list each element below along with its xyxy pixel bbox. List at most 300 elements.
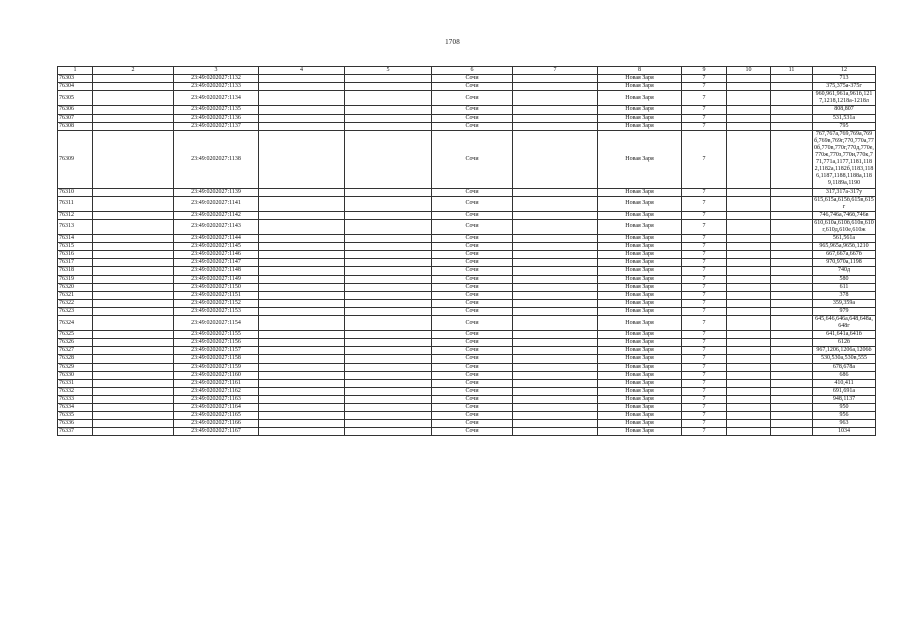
row-id: 76330 bbox=[58, 371, 93, 379]
cell-empty bbox=[259, 275, 345, 283]
row-id: 76319 bbox=[58, 275, 93, 283]
cadastral-number: 23:49:0202027:1144 bbox=[174, 235, 259, 243]
cell-empty bbox=[259, 235, 345, 243]
cell-empty bbox=[771, 219, 813, 234]
cell-empty bbox=[771, 106, 813, 114]
cell-empty bbox=[727, 412, 771, 420]
code-value: 7 bbox=[682, 235, 727, 243]
settlement-name: Новая Заря bbox=[598, 235, 682, 243]
code-value: 7 bbox=[682, 106, 727, 114]
table-row bbox=[58, 106, 876, 114]
cell-empty bbox=[771, 114, 813, 122]
code-value: 7 bbox=[682, 267, 727, 275]
row-id: 76328 bbox=[58, 355, 93, 363]
city-name: Сочи bbox=[432, 347, 513, 355]
cell-empty bbox=[771, 331, 813, 339]
table-row bbox=[58, 219, 876, 234]
cell-empty bbox=[259, 219, 345, 234]
cell-empty bbox=[93, 347, 174, 355]
settlement-name: Новая Заря bbox=[598, 420, 682, 428]
city-name: Сочи bbox=[432, 235, 513, 243]
settlement-name: Новая Заря bbox=[598, 130, 682, 188]
cell-empty bbox=[771, 235, 813, 243]
cell-empty bbox=[727, 355, 771, 363]
code-value: 7 bbox=[682, 371, 727, 379]
lot-numbers: 612б bbox=[813, 339, 876, 347]
cell-empty bbox=[771, 251, 813, 259]
city-name: Сочи bbox=[432, 114, 513, 122]
row-id: 76315 bbox=[58, 243, 93, 251]
settlement-name: Новая Заря bbox=[598, 387, 682, 395]
cell-empty bbox=[93, 412, 174, 420]
lot-numbers: 767,767а,769,769а,769б,769в,769г,770,770а,770б,770в,770г,770д,770е,770ж,770з,770и,770к,771,771а,1177,1181,1182,1182а,1182б,1183,1186,1187,1188,1188а,1189,1189а,1190 bbox=[814, 130, 874, 187]
city-name: Сочи bbox=[432, 363, 513, 371]
cadastral-number: 23:49:0202027:1137 bbox=[174, 122, 259, 130]
cell-empty bbox=[93, 196, 174, 211]
table-row bbox=[58, 122, 876, 130]
city-name: Сочи bbox=[432, 307, 513, 315]
settlement-name: Новая Заря bbox=[598, 371, 682, 379]
registry-table bbox=[57, 66, 876, 436]
cell-empty bbox=[513, 267, 598, 275]
code-value: 7 bbox=[682, 83, 727, 91]
cadastral-number: 23:49:0202027:1154 bbox=[174, 316, 259, 331]
settlement-name: Новая Заря bbox=[598, 339, 682, 347]
column-header-6: 6 bbox=[432, 67, 513, 75]
cell-empty bbox=[771, 428, 813, 436]
column-header-3: 3 bbox=[174, 67, 259, 75]
lot-numbers: 410,411 bbox=[813, 379, 876, 387]
cell-empty bbox=[727, 339, 771, 347]
lot-numbers: 686 bbox=[813, 371, 876, 379]
cell-empty bbox=[259, 130, 345, 188]
cell-empty bbox=[513, 339, 598, 347]
row-id: 76325 bbox=[58, 331, 93, 339]
lot-numbers: 948,1137 bbox=[813, 395, 876, 403]
table-row bbox=[58, 196, 876, 211]
cell-empty bbox=[727, 219, 771, 234]
cell-empty bbox=[93, 188, 174, 196]
settlement-name: Новая Заря bbox=[598, 331, 682, 339]
cadastral-number: 23:49:0202027:1139 bbox=[174, 188, 259, 196]
cell-empty bbox=[93, 83, 174, 91]
cell-empty bbox=[727, 275, 771, 283]
cell-empty bbox=[345, 106, 432, 114]
city-name: Сочи bbox=[432, 371, 513, 379]
row-id: 76310 bbox=[58, 188, 93, 196]
table-row bbox=[58, 283, 876, 291]
city-name: Сочи bbox=[432, 122, 513, 130]
column-header-4: 4 bbox=[259, 67, 345, 75]
cadastral-number: 23:49:0202027:1136 bbox=[174, 114, 259, 122]
cadastral-number: 23:49:0202027:1145 bbox=[174, 243, 259, 251]
cadastral-number: 23:49:0202027:1163 bbox=[174, 395, 259, 403]
table-row bbox=[58, 275, 876, 283]
cell-empty bbox=[345, 339, 432, 347]
cell-empty bbox=[771, 283, 813, 291]
table-row bbox=[58, 114, 876, 122]
cell-empty bbox=[93, 355, 174, 363]
cadastral-number: 23:49:0202027:1159 bbox=[174, 363, 259, 371]
lot-numbers: 956 bbox=[813, 412, 876, 420]
code-value: 7 bbox=[682, 428, 727, 436]
cadastral-number: 23:49:0202027:1138 bbox=[174, 130, 259, 188]
table-row bbox=[58, 420, 876, 428]
cell-empty bbox=[727, 428, 771, 436]
settlement-name: Новая Заря bbox=[598, 219, 682, 234]
cell-empty bbox=[513, 428, 598, 436]
lot-numbers: 611 bbox=[813, 283, 876, 291]
settlement-name: Новая Заря bbox=[598, 404, 682, 412]
cell-empty bbox=[345, 316, 432, 331]
cell-empty bbox=[727, 188, 771, 196]
row-id: 76308 bbox=[58, 122, 93, 130]
code-value: 7 bbox=[682, 259, 727, 267]
cell-empty bbox=[93, 363, 174, 371]
lot-numbers: 746,746а,746б,746в bbox=[813, 211, 876, 219]
code-value: 7 bbox=[682, 291, 727, 299]
column-header-12: 12 bbox=[813, 67, 876, 75]
table-row bbox=[58, 412, 876, 420]
row-id: 76333 bbox=[58, 395, 93, 403]
lot-numbers: 1034 bbox=[813, 428, 876, 436]
city-name: Сочи bbox=[432, 267, 513, 275]
cadastral-number: 23:49:0202027:1132 bbox=[174, 75, 259, 83]
settlement-name: Новая Заря bbox=[598, 275, 682, 283]
city-name: Сочи bbox=[432, 259, 513, 267]
settlement-name: Новая Заря bbox=[598, 299, 682, 307]
cadastral-number: 23:49:0202027:1161 bbox=[174, 379, 259, 387]
city-name: Сочи bbox=[432, 379, 513, 387]
row-id: 76307 bbox=[58, 114, 93, 122]
settlement-name: Новая Заря bbox=[598, 347, 682, 355]
settlement-name: Новая Заря bbox=[598, 251, 682, 259]
cell-empty bbox=[93, 130, 174, 188]
table-row bbox=[58, 347, 876, 355]
code-value: 7 bbox=[682, 363, 727, 371]
cell-empty bbox=[513, 412, 598, 420]
row-id: 76303 bbox=[58, 75, 93, 83]
settlement-name: Новая Заря bbox=[598, 412, 682, 420]
code-value: 7 bbox=[682, 122, 727, 130]
cadastral-number: 23:49:0202027:1143 bbox=[174, 219, 259, 234]
cell-empty bbox=[513, 355, 598, 363]
cell-empty bbox=[513, 75, 598, 83]
cell-empty bbox=[771, 404, 813, 412]
cell-empty bbox=[93, 420, 174, 428]
settlement-name: Новая Заря bbox=[598, 291, 682, 299]
city-name: Сочи bbox=[432, 395, 513, 403]
row-id: 76312 bbox=[58, 211, 93, 219]
cell-empty bbox=[513, 316, 598, 331]
cell-empty bbox=[771, 275, 813, 283]
lot-numbers: 531,531а bbox=[813, 114, 876, 122]
cell-empty bbox=[727, 251, 771, 259]
row-id: 76331 bbox=[58, 379, 93, 387]
table-row bbox=[58, 363, 876, 371]
cell-empty bbox=[513, 235, 598, 243]
lot-numbers: 808,807 bbox=[813, 106, 876, 114]
cell-empty bbox=[345, 219, 432, 234]
table-row bbox=[58, 379, 876, 387]
cell-empty bbox=[513, 387, 598, 395]
code-value: 7 bbox=[682, 316, 727, 331]
cell-empty bbox=[259, 316, 345, 331]
cell-empty bbox=[771, 188, 813, 196]
cell-empty bbox=[771, 412, 813, 420]
table-row bbox=[58, 91, 876, 106]
cell-empty bbox=[771, 307, 813, 315]
table-row bbox=[58, 355, 876, 363]
cell-empty bbox=[513, 122, 598, 130]
cell-empty bbox=[513, 371, 598, 379]
city-name: Сочи bbox=[432, 331, 513, 339]
code-value: 7 bbox=[682, 347, 727, 355]
table-row bbox=[58, 316, 876, 331]
city-name: Сочи bbox=[432, 106, 513, 114]
city-name: Сочи bbox=[432, 316, 513, 331]
cell-empty bbox=[93, 122, 174, 130]
cell-empty bbox=[513, 251, 598, 259]
cell-empty bbox=[93, 331, 174, 339]
row-id: 76337 bbox=[58, 428, 93, 436]
code-value: 7 bbox=[682, 114, 727, 122]
code-value: 7 bbox=[682, 130, 727, 188]
settlement-name: Новая Заря bbox=[598, 211, 682, 219]
cell-empty bbox=[771, 75, 813, 83]
lot-numbers: 967,1206,1206а,1206б bbox=[813, 347, 876, 355]
cell-empty bbox=[345, 355, 432, 363]
row-id: 76318 bbox=[58, 267, 93, 275]
cell-empty bbox=[727, 259, 771, 267]
settlement-name: Новая Заря bbox=[598, 316, 682, 331]
city-name: Сочи bbox=[432, 387, 513, 395]
cell-empty bbox=[259, 347, 345, 355]
cell-empty bbox=[259, 114, 345, 122]
table-row bbox=[58, 404, 876, 412]
city-name: Сочи bbox=[432, 219, 513, 234]
code-value: 7 bbox=[682, 91, 727, 106]
cell-empty bbox=[345, 331, 432, 339]
cell-empty bbox=[93, 283, 174, 291]
cell-empty bbox=[771, 371, 813, 379]
cell-empty bbox=[259, 371, 345, 379]
cadastral-number: 23:49:0202027:1134 bbox=[174, 91, 259, 106]
cell-empty bbox=[93, 267, 174, 275]
table-row bbox=[58, 211, 876, 219]
row-id: 76323 bbox=[58, 307, 93, 315]
lot-numbers: 795 bbox=[813, 122, 876, 130]
cell-empty bbox=[771, 420, 813, 428]
cadastral-number: 23:49:0202027:1164 bbox=[174, 404, 259, 412]
column-header-5: 5 bbox=[345, 67, 432, 75]
city-name: Сочи bbox=[432, 243, 513, 251]
lot-numbers: 317,317а-317у bbox=[813, 188, 876, 196]
cell-empty bbox=[345, 420, 432, 428]
cell-empty bbox=[513, 219, 598, 234]
city-name: Сочи bbox=[432, 130, 513, 188]
cadastral-number: 23:49:0202027:1155 bbox=[174, 331, 259, 339]
cell-empty bbox=[727, 307, 771, 315]
cell-empty bbox=[93, 379, 174, 387]
settlement-name: Новая Заря bbox=[598, 363, 682, 371]
cell-empty bbox=[727, 363, 771, 371]
cell-empty bbox=[259, 412, 345, 420]
settlement-name: Новая Заря bbox=[598, 243, 682, 251]
cell-empty bbox=[345, 275, 432, 283]
table-row bbox=[58, 339, 876, 347]
cadastral-number: 23:49:0202027:1150 bbox=[174, 283, 259, 291]
cell-empty bbox=[93, 275, 174, 283]
cell-empty bbox=[727, 331, 771, 339]
cell-empty bbox=[93, 259, 174, 267]
row-id: 76313 bbox=[58, 219, 93, 234]
cell-empty bbox=[345, 188, 432, 196]
cell-empty bbox=[345, 251, 432, 259]
table-row bbox=[58, 83, 876, 91]
cell-empty bbox=[727, 75, 771, 83]
row-id: 76327 bbox=[58, 347, 93, 355]
cell-empty bbox=[513, 404, 598, 412]
cell-empty bbox=[345, 75, 432, 83]
cell-empty bbox=[345, 114, 432, 122]
cell-empty bbox=[259, 122, 345, 130]
cell-empty bbox=[771, 299, 813, 307]
code-value: 7 bbox=[682, 404, 727, 412]
cell-empty bbox=[513, 106, 598, 114]
cell-empty bbox=[259, 267, 345, 275]
row-id: 76314 bbox=[58, 235, 93, 243]
code-value: 7 bbox=[682, 412, 727, 420]
city-name: Сочи bbox=[432, 211, 513, 219]
cell-empty bbox=[345, 130, 432, 188]
column-header-7: 7 bbox=[513, 67, 598, 75]
lot-numbers: 359,359а bbox=[813, 299, 876, 307]
cell-empty bbox=[771, 259, 813, 267]
table-row bbox=[58, 307, 876, 315]
lot-numbers: 378 bbox=[813, 291, 876, 299]
code-value: 7 bbox=[682, 387, 727, 395]
page-number: 1708 bbox=[445, 38, 460, 46]
table-row bbox=[58, 291, 876, 299]
city-name: Сочи bbox=[432, 91, 513, 106]
cell-empty bbox=[727, 404, 771, 412]
cell-empty bbox=[93, 235, 174, 243]
table-row bbox=[58, 387, 876, 395]
column-header-2: 2 bbox=[93, 67, 174, 75]
cell-empty bbox=[771, 363, 813, 371]
cell-empty bbox=[93, 428, 174, 436]
cadastral-number: 23:49:0202027:1158 bbox=[174, 355, 259, 363]
cell-empty bbox=[513, 331, 598, 339]
cell-empty bbox=[93, 316, 174, 331]
cell-empty bbox=[259, 75, 345, 83]
cell-empty bbox=[513, 291, 598, 299]
cell-empty bbox=[771, 339, 813, 347]
cell-empty bbox=[727, 420, 771, 428]
code-value: 7 bbox=[682, 379, 727, 387]
city-name: Сочи bbox=[432, 283, 513, 291]
city-name: Сочи bbox=[432, 275, 513, 283]
code-value: 7 bbox=[682, 283, 727, 291]
code-value: 7 bbox=[682, 355, 727, 363]
table-row bbox=[58, 243, 876, 251]
cell-empty bbox=[513, 243, 598, 251]
cell-empty bbox=[771, 91, 813, 106]
cell-empty bbox=[771, 387, 813, 395]
lot-numbers: 580 bbox=[813, 275, 876, 283]
city-name: Сочи bbox=[432, 251, 513, 259]
cell-empty bbox=[513, 420, 598, 428]
cell-empty bbox=[93, 387, 174, 395]
cell-empty bbox=[727, 316, 771, 331]
city-name: Сочи bbox=[432, 428, 513, 436]
city-name: Сочи bbox=[432, 420, 513, 428]
cell-empty bbox=[259, 331, 345, 339]
cell-empty bbox=[513, 395, 598, 403]
cell-empty bbox=[727, 106, 771, 114]
cell-empty bbox=[259, 299, 345, 307]
settlement-name: Новая Заря bbox=[598, 188, 682, 196]
lot-numbers: 950 bbox=[813, 404, 876, 412]
table-row bbox=[58, 251, 876, 259]
code-value: 7 bbox=[682, 196, 727, 211]
code-value: 7 bbox=[682, 331, 727, 339]
lot-numbers: 667,667а,667б bbox=[813, 251, 876, 259]
cell-empty bbox=[513, 299, 598, 307]
cadastral-number: 23:49:0202027:1148 bbox=[174, 267, 259, 275]
cell-empty bbox=[345, 235, 432, 243]
cell-empty bbox=[345, 428, 432, 436]
cell-empty bbox=[259, 259, 345, 267]
cell-empty bbox=[771, 267, 813, 275]
cell-empty bbox=[93, 291, 174, 299]
city-name: Сочи bbox=[432, 355, 513, 363]
city-name: Сочи bbox=[432, 412, 513, 420]
cell-empty bbox=[345, 83, 432, 91]
cell-empty bbox=[259, 428, 345, 436]
lot-numbers: 970,970а,1198 bbox=[813, 259, 876, 267]
cell-empty bbox=[345, 91, 432, 106]
cell-empty bbox=[259, 188, 345, 196]
cell-empty bbox=[345, 404, 432, 412]
cell-empty bbox=[345, 395, 432, 403]
cadastral-number: 23:49:0202027:1146 bbox=[174, 251, 259, 259]
table-row bbox=[58, 259, 876, 267]
cell-empty bbox=[513, 188, 598, 196]
cadastral-number: 23:49:0202027:1142 bbox=[174, 211, 259, 219]
cell-empty bbox=[259, 211, 345, 219]
cell-empty bbox=[727, 83, 771, 91]
cell-empty bbox=[727, 283, 771, 291]
code-value: 7 bbox=[682, 307, 727, 315]
cell-empty bbox=[259, 196, 345, 211]
settlement-name: Новая Заря bbox=[598, 122, 682, 130]
cell-empty bbox=[771, 130, 813, 188]
cell-empty bbox=[93, 91, 174, 106]
cell-empty bbox=[93, 299, 174, 307]
row-id: 76324 bbox=[58, 316, 93, 331]
lot-numbers: 678,678а bbox=[813, 363, 876, 371]
cell-empty bbox=[513, 91, 598, 106]
cell-empty bbox=[345, 283, 432, 291]
cell-empty bbox=[771, 395, 813, 403]
settlement-name: Новая Заря bbox=[598, 395, 682, 403]
code-value: 7 bbox=[682, 243, 727, 251]
cell-empty bbox=[93, 219, 174, 234]
lot-numbers: 691,691а bbox=[813, 387, 876, 395]
cell-empty bbox=[345, 291, 432, 299]
